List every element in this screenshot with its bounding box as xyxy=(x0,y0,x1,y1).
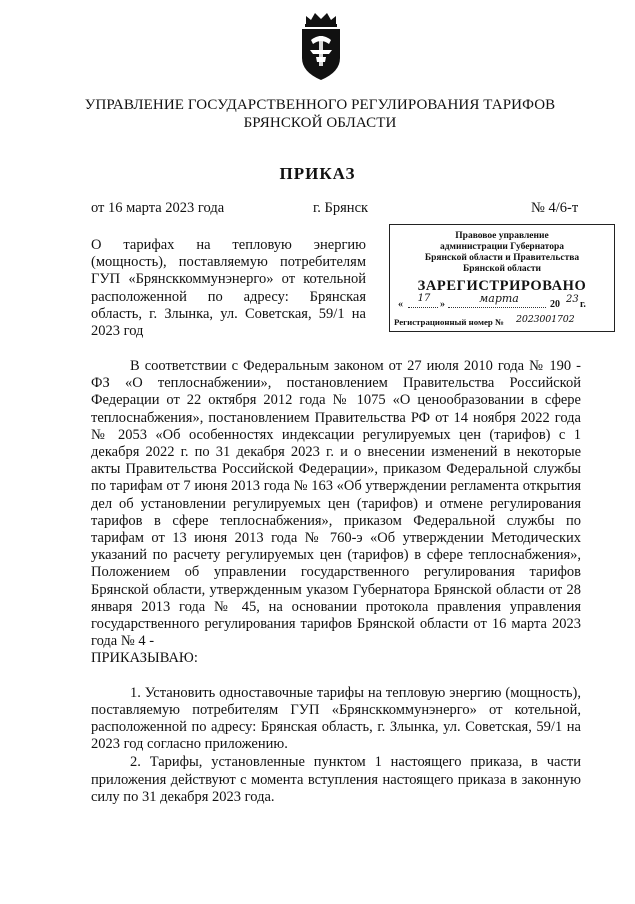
stamp-line: администрации Губернатора xyxy=(439,242,564,252)
order-body xyxy=(91,358,581,806)
stamp-year-handwritten: 23 xyxy=(566,294,579,305)
order-city: г. Брянск xyxy=(313,200,369,216)
preamble-paragraph: В соответствии с Федеральным законом от 27 июля 2010 года № 190 - ФЗ «О теплоснабжении», постановлением Правительства Российской Федерации от 22 октября 2012 года № 1075 «О ценообразовании в сфере теплоснабжения», постановлением Правительства РФ от 14 ноября 2022 года № 2053 «Об особенностях индексации регулируемых цен (тарифов) с 1 декабря 2022 г. по 31 декабря 2023 г. и о внесении изменений в некоторые акты Правительства Российской Федерации», приказом Федеральной службы по тарифам от 7 июня 2013 года № 163 «Об утверждении регламента открытия дел об установлении регулируемых цен (тарифов) и отмене регулирования тарифов в сфере теплоснабжения», приказом Федеральной службы по тарифам от 13 июня 2013 года № 760-э «Об утверждении Методических указаний по расчету регулируемых цен (тарифов) в сфере теплоснабжения», Положением об управлении государственного регулирования тарифов Брянской области, утвержденным указом Губернатора Брянской области от 28 января 2013 года № 45, на основании протокола правления управления государственного регулирования тарифов Брянской области от 16 марта 2023 года № 4 - xyxy=(91,358,581,650)
stamp-reg-number-handwritten: 2023001702 xyxy=(516,314,575,325)
registration-stamp xyxy=(389,224,615,332)
stamp-date-row xyxy=(398,292,608,311)
stamp-quote-close: » xyxy=(440,299,445,310)
stamp-registered: ЗАРЕГИСТРИРОВАНО xyxy=(417,278,587,294)
stamp-day-underline xyxy=(408,307,438,308)
order-number: № 4/6-т xyxy=(531,200,579,216)
order-keyword: ПРИКАЗЫВАЮ: xyxy=(91,650,198,667)
organization-name-line1: УПРАВЛЕНИЕ ГОСУДАРСТВЕННОГО РЕГУЛИРОВАНИЯ ТАРИФОВ xyxy=(84,97,556,113)
stamp-registration-row xyxy=(394,314,614,330)
stamp-year-prefix: 20 xyxy=(550,299,560,310)
stamp-quote-open: « xyxy=(398,299,403,310)
stamp-line: Брянской области xyxy=(462,264,542,274)
organization-name xyxy=(40,96,600,132)
organization-name-line2: БРЯНСКОЙ ОБЛАСТИ xyxy=(243,115,397,131)
stamp-month-handwritten: марта xyxy=(479,292,519,305)
stamp-line: Правовое управление xyxy=(455,231,549,241)
stamp-reg-label: Регистрационный номер № xyxy=(394,317,504,327)
order-item-2: 2. Тарифы, установленные пунктом 1 настоящего приказа, в части приложения действуют с момента вступления настоящего приказа в законную силу по 31 декабря 2023 года. xyxy=(91,754,581,805)
order-item-1: 1. Установить одноставочные тарифы на тепловую энергию (мощность), поставляемую потребителям ГУП «Брянсккоммунэнерго» от котельной, расположенной по адресу: Брянская область, г. Злынка, ул. Советская, 59/1 на 2023 год согласно приложению. xyxy=(91,684,581,753)
order-subject: О тарифах на тепловую энергию (мощность), поставляемую потребителям ГУП «Брянсккоммунэнерго» от котельной расположенной по адресу: Брянская область, г. Злынка, ул. Советская, 59/1 на 2023 год xyxy=(91,237,366,340)
stamp-month-underline xyxy=(448,307,546,308)
document-title: ПРИКАЗ xyxy=(279,164,356,183)
stamp-year-end: г. xyxy=(580,299,586,310)
order-date: от 16 марта 2023 года xyxy=(91,200,225,216)
stamp-line: Брянской области и Правительства xyxy=(424,253,580,263)
bryansk-coat-of-arms-icon xyxy=(296,10,346,82)
stamp-day-handwritten: 17 xyxy=(417,293,431,304)
